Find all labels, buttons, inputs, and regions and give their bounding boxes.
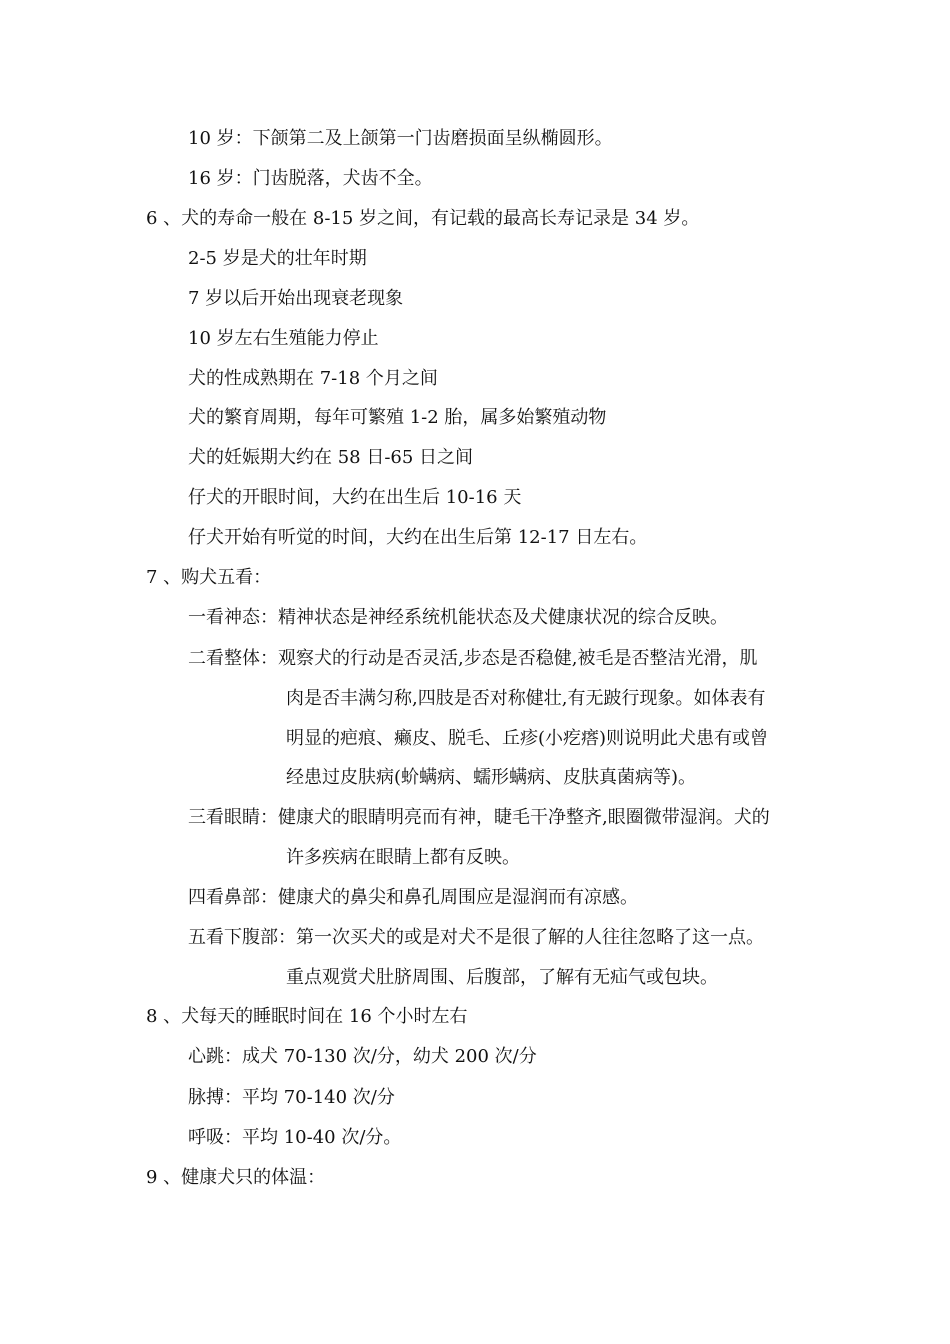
section-6-item-7: 仔犬的开眼时间，大约在出生后 10-16 天 xyxy=(188,487,522,508)
section-6-heading: 6 、犬的寿命一般在 8-15 岁之间，有记载的最高长寿记录是 34 岁。 xyxy=(146,208,700,229)
section-9-heading: 9 、健康犬只的体温： xyxy=(146,1167,326,1188)
section-7-heading: 7 、购犬五看： xyxy=(146,567,272,588)
section-6-item-8: 仔犬开始有听觉的时间，大约在出生后第 12-17 日左右。 xyxy=(188,527,648,548)
section-6-item-5: 犬的繁育周期，每年可繁殖 1-2 胎，属多始繁殖动物 xyxy=(188,407,607,428)
section-6-item-4: 犬的性成熟期在 7-18 个月之间 xyxy=(188,368,438,389)
section-6-item-3: 10 岁左右生殖能力停止 xyxy=(188,328,379,349)
section-7-item-2-line-4: 经患过皮肤病(蚧螨病、蠕形螨病、皮肤真菌病等)。 xyxy=(286,767,697,788)
section-7-item-3-line-1: 三看眼睛：健康犬的眼睛明亮而有神，睫毛干净整齐,眼圈微带湿润。犬的 xyxy=(188,807,770,828)
section-7-item-5-line-1: 五看下腹部：第一次买犬的或是对犬不是很了解的人往往忽略了这一点。 xyxy=(188,927,764,948)
section-8-item-1: 心跳：成犬 70-130 次/分，幼犬 200 次/分 xyxy=(188,1046,537,1067)
section-7-item-4: 四看鼻部：健康犬的鼻尖和鼻孔周围应是湿润而有凉感。 xyxy=(188,887,638,908)
section-7-item-5-line-2: 重点观赏犬肚脐周围、后腹部，了解有无疝气或包块。 xyxy=(286,967,718,988)
section-6-item-6: 犬的妊娠期大约在 58 日-65 日之间 xyxy=(188,447,474,468)
section-8-heading: 8 、犬每天的睡眠时间在 16 个小时左右 xyxy=(146,1006,468,1027)
section-6-item-2: 7 岁以后开始出现衰老现象 xyxy=(188,288,404,309)
section-7-item-2-line-3: 明显的疤痕、癞皮、脱毛、丘疹(小疙瘩)则说明此犬患有或曾 xyxy=(286,728,769,749)
section-8-item-3: 呼吸：平均 10-40 次/分。 xyxy=(188,1127,402,1148)
text-line-age16: 16 岁：门齿脱落，犬齿不全。 xyxy=(188,168,433,189)
section-7-item-2-line-2: 肉是否丰满匀称,四肢是否对称健壮,有无跛行现象。如体表有 xyxy=(286,688,766,709)
section-7-item-2-line-1: 二看整体：观察犬的行动是否灵活,步态是否稳健,被毛是否整洁光滑，肌 xyxy=(188,648,758,669)
section-7-item-1: 一看神态：精神状态是神经系统机能状态及犬健康状况的综合反映。 xyxy=(188,607,728,628)
section-6-item-1: 2-5 岁是犬的壮年时期 xyxy=(188,248,367,269)
section-7-item-3-line-2: 许多疾病在眼睛上都有反映。 xyxy=(286,847,520,868)
text-line-age10: 10 岁：下颌第二及上颌第一门齿磨损面呈纵椭圆形。 xyxy=(188,128,613,149)
section-8-item-2: 脉搏：平均 70-140 次/分 xyxy=(188,1087,395,1108)
